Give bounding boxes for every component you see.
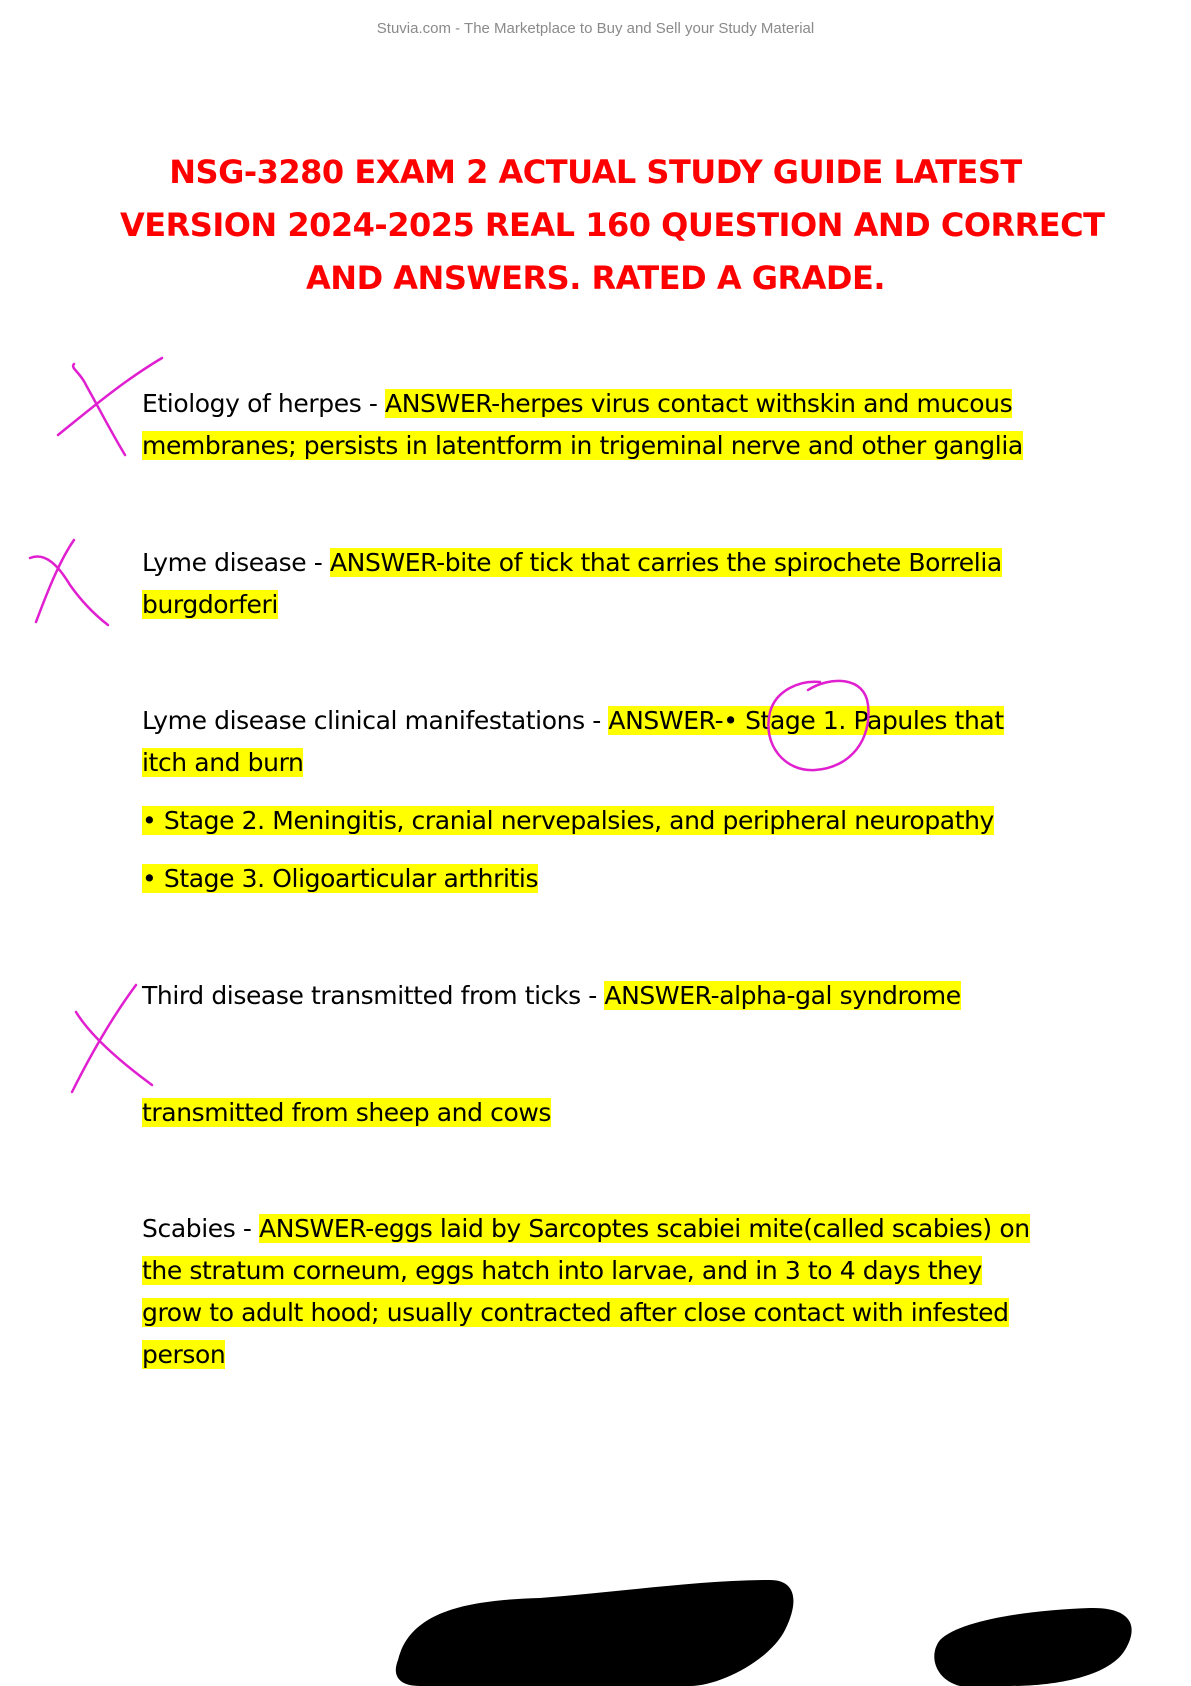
redaction-mark xyxy=(934,1608,1131,1686)
entry-lyme-manifestations xyxy=(142,700,1082,900)
entry-scabies xyxy=(142,1208,1082,1376)
entry-answer: ANSWER-• Stage 1. Papules that xyxy=(608,706,1004,735)
entry-answer: person xyxy=(142,1340,226,1369)
entry-answer: burgdorferi xyxy=(142,590,278,619)
entry-third-disease xyxy=(142,975,1082,1134)
entry-line xyxy=(142,1292,1082,1334)
stage-item: • Stage 3. Oligoarticular arthritis xyxy=(142,864,539,893)
entry-lyme xyxy=(142,542,1082,626)
entry-line xyxy=(142,584,1082,626)
entry-answer: itch and burn xyxy=(142,748,304,777)
x-mark-annotation xyxy=(36,540,74,622)
x-mark-annotation xyxy=(73,364,125,455)
stage-item: • Stage 2. Meningitis, cranial nervepalsies, and peripheral neuropathy xyxy=(142,806,994,835)
x-mark-annotation xyxy=(76,1012,152,1085)
title-line: AND ANSWERS. RATED A GRADE. xyxy=(306,259,885,297)
entry-answer: ANSWER-herpes virus contact withskin and mucous xyxy=(385,389,1013,418)
entry-line xyxy=(142,383,1082,425)
entry-line xyxy=(142,1208,1082,1250)
entry-line xyxy=(142,542,1082,584)
entry-term: Etiology of herpes - xyxy=(142,389,386,418)
entry-term: Third disease transmitted from ticks - xyxy=(142,981,605,1010)
entry-line xyxy=(142,700,1082,742)
entry-line xyxy=(142,1092,1082,1134)
entry-answer: transmitted from sheep and cows xyxy=(142,1098,552,1127)
entry-term: Lyme disease - xyxy=(142,548,330,577)
entry-herpes xyxy=(142,383,1082,467)
entry-line xyxy=(142,1334,1082,1376)
entry-answer: ANSWER-bite of tick that carries the spirochete Borrelia xyxy=(329,548,1002,577)
title-line: NSG-3280 EXAM 2 ACTUAL STUDY GUIDE LATEST xyxy=(169,153,1022,191)
title-line: VERSION 2024-2025 REAL 160 QUESTION AND CORRECT xyxy=(120,206,1105,244)
entry-answer: ANSWER-alpha-gal syndrome xyxy=(604,981,961,1010)
entry-answer: ANSWER-eggs laid by Sarcoptes scabiei mite(called scabies) on xyxy=(259,1214,1030,1243)
redaction-scribbles xyxy=(396,1580,1132,1686)
x-mark-annotation xyxy=(72,985,136,1092)
entry-answer: membranes; persists in latentform in trigeminal nerve and other ganglia xyxy=(142,431,1023,460)
entry-answer: grow to adult hood; usually contracted after close contact with infested xyxy=(142,1298,1009,1327)
entry-line xyxy=(142,425,1082,467)
x-mark-annotation xyxy=(30,557,108,625)
redaction-mark xyxy=(396,1580,794,1686)
watermark: Stuvia.com - The Marketplace to Buy and Sell your Study Material xyxy=(376,20,815,37)
entry-line xyxy=(142,742,1082,784)
entry-line xyxy=(142,858,1082,900)
entry-line xyxy=(142,975,1082,1017)
entry-term: Scabies - xyxy=(142,1214,260,1243)
entry-term: Lyme disease clinical manifestations - xyxy=(142,706,609,735)
document-title xyxy=(120,146,1105,305)
entry-line xyxy=(142,800,1082,842)
entry-answer: the stratum corneum, eggs hatch into larvae, and in 3 to 4 days they xyxy=(142,1256,982,1285)
entry-line xyxy=(142,1250,1082,1292)
